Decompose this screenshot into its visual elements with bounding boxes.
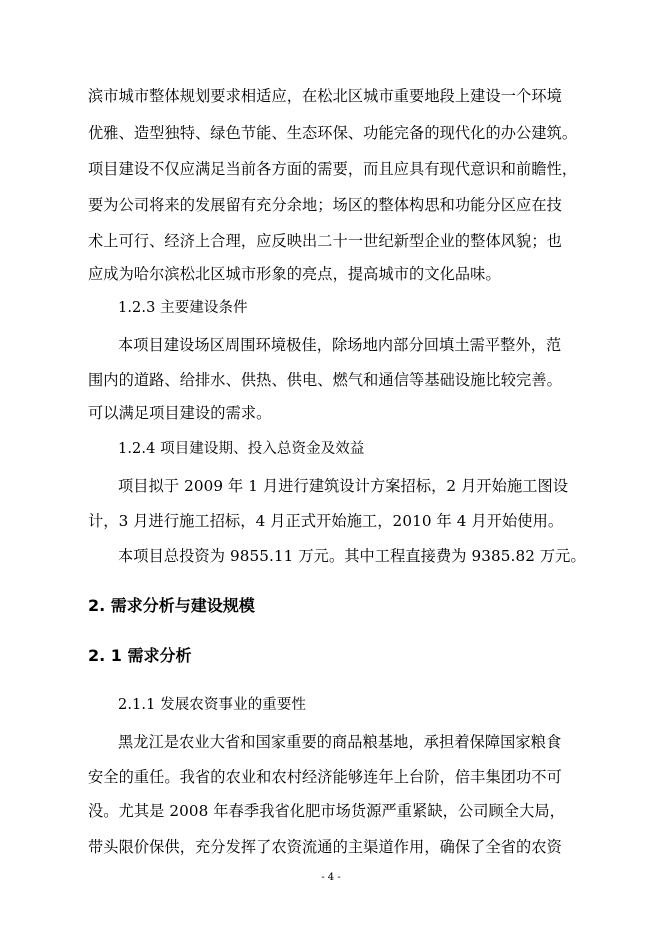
subsection-title-1-2-4: 1.2.4 项目建设期、投入总资金及效益 xyxy=(118,441,365,457)
body-text-line: 围内的道路、给排水、供热、供电、燃气和通信等基础设施比较完善。 xyxy=(88,371,562,389)
body-text-line: 本项目总投资为 9855.11 万元。其中工程直接费为 9385.82 万元。 xyxy=(118,547,586,565)
body-text-line: 要为公司将来的发展留有充分余地；场区的整体构思和功能分区应在技 xyxy=(88,196,562,214)
body-text-line: 安全的重任。我省的农业和农村经济能够连年上台阶，倍丰集团功不可 xyxy=(88,768,562,786)
subsection-title-1-2-3: 1.2.3 主要建设条件 xyxy=(118,300,248,316)
body-text-line: 优雅、造型独特、绿色节能、生态环保、功能完备的现代化的办公建筑。 xyxy=(88,124,578,142)
body-text-line: 没。尤其是 2008 年春季我省化肥市场货源严重紧缺，公司顾全大局， xyxy=(88,802,565,820)
body-text-line: 可以满足项目建设的需求。 xyxy=(88,404,272,422)
page-number: - 4 - xyxy=(321,872,341,883)
body-text-line: 黑龙江是农业大省和国家重要的商品粮基地，承担着保障国家粮食 xyxy=(118,733,562,751)
body-text-line: 应成为哈尔滨松北区城市形象的亮点，提高城市的文化品味。 xyxy=(88,265,501,283)
body-text-line: 本项目建设场区周围环境极佳，除场地内部分回填土需平整外，范 xyxy=(118,336,562,354)
subsection-title-2-1-1: 2.1.1 发展农资事业的重要性 xyxy=(118,697,307,713)
section-heading-2: 2. 需求分析与建设规模 xyxy=(88,596,255,615)
section-heading-2-1: 2. 1 需求分析 xyxy=(88,646,192,665)
body-text-line: 滨市城市整体规划要求相适应，在松北区城市重要地段上建设一个环境 xyxy=(88,87,562,105)
body-text-line: 计，3 月进行施工招标，4 月正式开始施工，2010 年 4 月开始使用。 xyxy=(88,512,564,530)
body-text-line: 带头限价保供，充分发挥了农资流通的主渠道作用，确保了全省的农资 xyxy=(88,838,562,856)
body-text-line: 项目建设不仅应满足当前各方面的需要，而且应具有现代意识和前瞻性， xyxy=(88,160,578,178)
body-text-line: 术上可行、经济上合理，应反映出二十一世纪新型企业的整体风貌；也 xyxy=(88,232,562,250)
body-text-line: 项目拟于 2009 年 1 月进行建筑设计方案招标，2 月开始施工图设 xyxy=(118,477,569,495)
